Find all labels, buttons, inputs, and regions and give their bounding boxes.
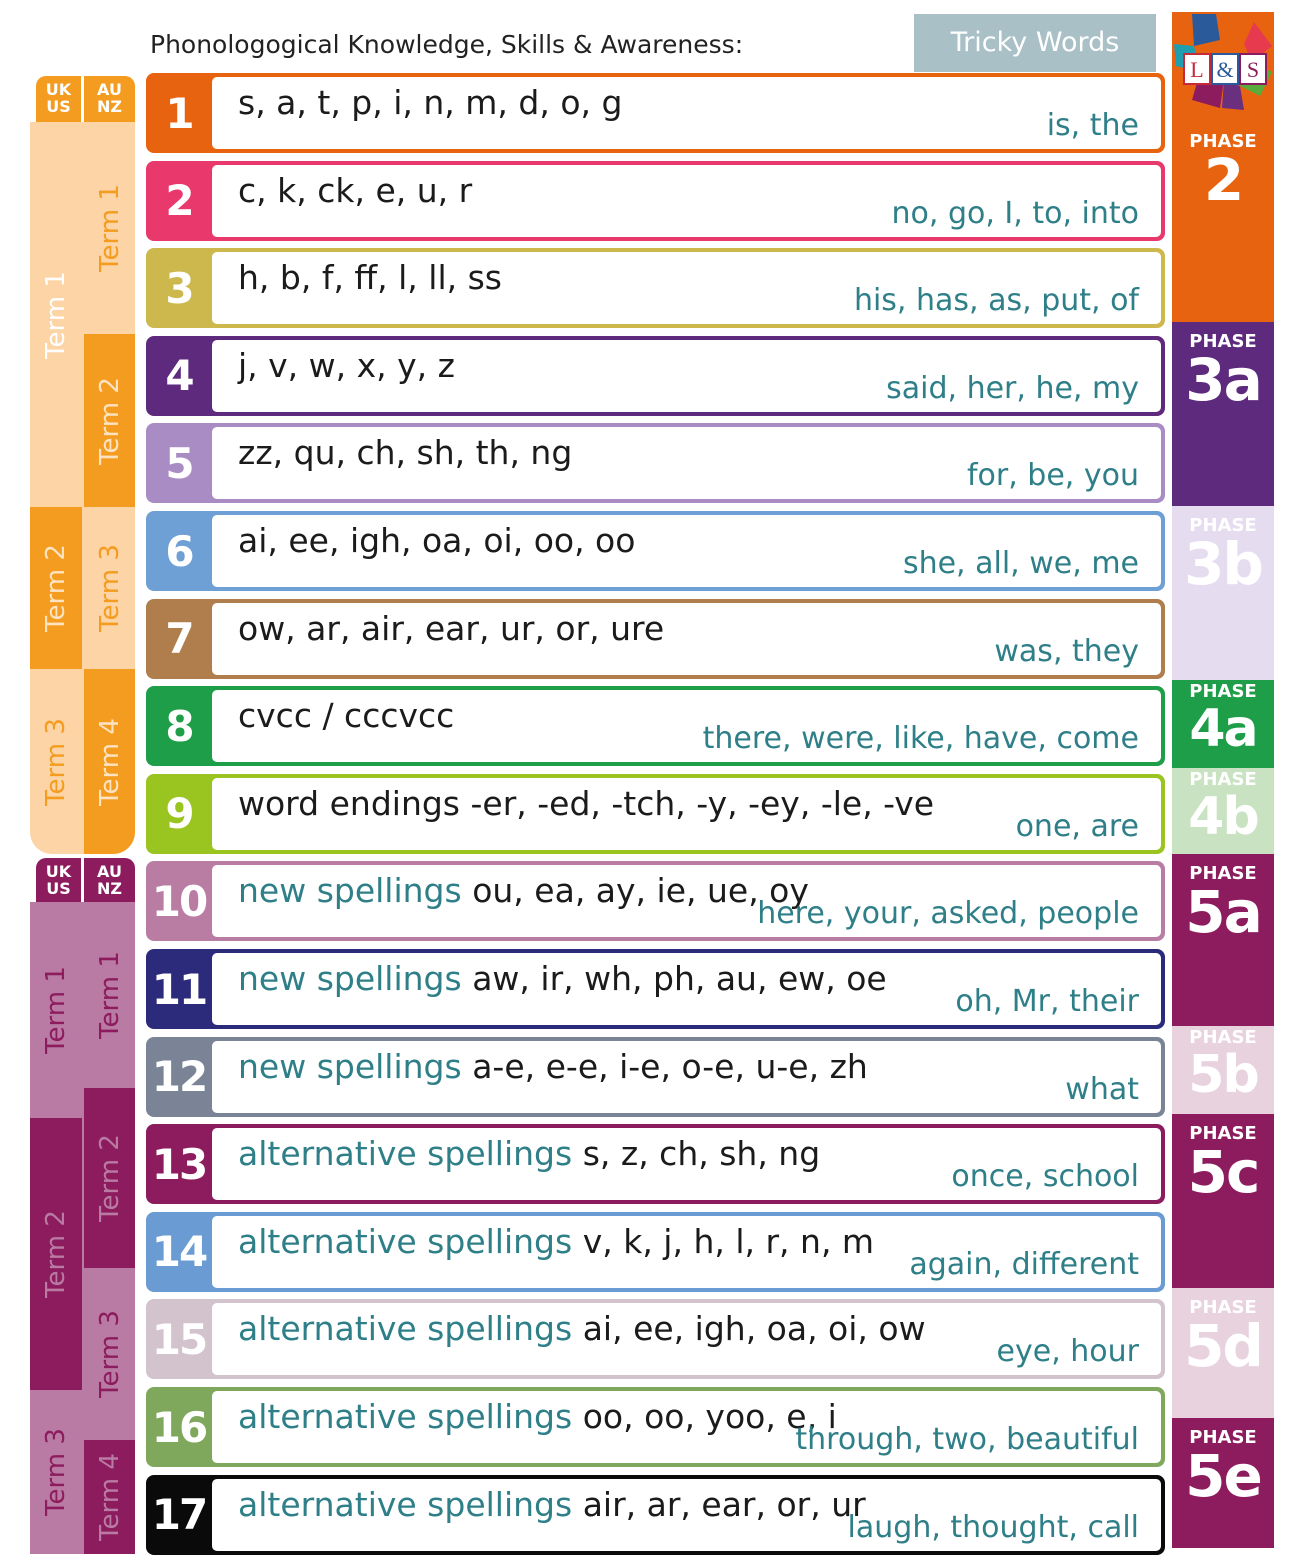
row-sounds <box>238 1485 866 1524</box>
row-tricky-words: she, all, we, me <box>902 546 1139 581</box>
row-content <box>212 252 1161 324</box>
phonics-row <box>146 423 1165 503</box>
row-graphemes: ai, ee, igh, oa, oi, ow <box>582 1309 926 1349</box>
phonics-row <box>146 1475 1165 1555</box>
phonics-row <box>146 861 1165 941</box>
row-number: 1 <box>165 88 193 138</box>
row-tricky-words: one, are <box>1015 808 1139 844</box>
au-term-4: Term 4 <box>84 669 135 854</box>
row-tricky-words: once, school <box>951 1159 1139 1195</box>
row-sounds <box>238 1309 926 1348</box>
row-graphemes: zz, qu, ch, sh, th, ng <box>238 433 573 473</box>
row-content <box>212 603 1161 675</box>
row-number: 15 <box>151 1314 207 1364</box>
uk-term-1: Term 1 <box>41 270 72 359</box>
row-tricky-words: was, they <box>994 633 1139 669</box>
row-number: 13 <box>151 1139 207 1189</box>
row-graphemes: s, a, t, p, i, n, m, d, o, g <box>238 83 623 122</box>
row-prefix: new spellings <box>238 959 462 998</box>
phase-3b <box>1172 506 1274 680</box>
ls-logo <box>1164 10 1282 122</box>
logo-letter-l: L <box>1190 57 1204 82</box>
row-prefix: alternative spellings <box>238 1484 573 1524</box>
row-graphemes: c, k, ck, e, u, r <box>238 170 473 210</box>
phase-label: PHASE <box>1189 1027 1257 1048</box>
phase-number: 3b <box>1184 530 1262 598</box>
row-number: 4 <box>165 351 193 401</box>
row-graphemes: ou, ea, ay, ie, ue, oy <box>472 871 809 911</box>
row-tricky-words: what <box>1065 1071 1139 1107</box>
row-graphemes: h, b, f, ff, l, ll, ss <box>238 258 502 298</box>
row-number: 11 <box>151 964 207 1014</box>
phonics-row <box>146 73 1165 153</box>
row-sounds <box>238 1134 820 1173</box>
row-tricky-words: here, your, asked, people <box>757 896 1139 932</box>
row-graphemes: oo, oo, yoo, e, i <box>582 1397 837 1436</box>
logo-ampersand: & <box>1216 57 1234 82</box>
row-content <box>212 1216 1161 1288</box>
row-sounds <box>238 433 572 472</box>
phase-4a <box>1172 680 1274 768</box>
uk-term-3: Term 3 <box>41 717 72 806</box>
row-content <box>212 690 1161 762</box>
page-title: Phonologogical Knowledge, Skills & Awareness: <box>150 30 744 59</box>
row-number: 17 <box>151 1490 207 1540</box>
row-graphemes: s, z, ch, sh, ng <box>582 1134 821 1174</box>
uk-term-2-lower: Term 2 <box>30 1118 82 1390</box>
logo-letter-s: S <box>1246 57 1260 82</box>
phase-label: PHASE <box>1189 131 1257 152</box>
row-graphemes: word endings -er, -ed, -tch, -y, -ey, -le, -ve <box>238 783 935 823</box>
row-graphemes: aw, ir, wh, ph, au, ew, oe <box>472 959 887 998</box>
phase-number: 5e <box>1185 1442 1261 1510</box>
row-sounds <box>238 83 622 122</box>
row-tricky-words: is, the <box>1046 108 1139 143</box>
row-sounds <box>238 258 502 297</box>
uk-term-3-lower: Term 3 <box>41 1428 72 1516</box>
phonics-row <box>146 1212 1165 1292</box>
row-content <box>212 1391 1161 1463</box>
phase-label: PHASE <box>1189 863 1257 884</box>
uk-term-2: Term 2 <box>30 507 82 669</box>
row-tricky-words: no, go, I, to, into <box>891 195 1139 231</box>
row-sounds <box>238 1397 837 1436</box>
row-content <box>212 77 1161 149</box>
phase-5b <box>1172 1026 1274 1114</box>
phase-number: 5c <box>1187 1138 1259 1206</box>
phase-label: PHASE <box>1189 1427 1257 1448</box>
row-content <box>212 778 1161 850</box>
phase-number: 4b <box>1188 787 1258 847</box>
phase-number: 5b <box>1188 1045 1258 1105</box>
phase-label: PHASE <box>1189 515 1257 536</box>
phonics-row <box>146 1299 1165 1379</box>
row-number: 5 <box>165 438 193 488</box>
row-number: 6 <box>165 526 193 576</box>
phonics-row <box>146 161 1165 241</box>
phase-5e <box>1172 1418 1274 1548</box>
row-tricky-words: there, were, like, have, come <box>702 721 1139 757</box>
row-content <box>212 953 1161 1025</box>
row-number: 8 <box>165 701 193 751</box>
au-term-3-lower: Term 3 <box>94 1310 125 1398</box>
row-sounds <box>238 171 472 210</box>
row-tricky-words: for, be, you <box>966 458 1139 494</box>
row-graphemes: ow, ar, air, ear, ur, or, ure <box>238 608 665 648</box>
au-term-2-lower: Term 2 <box>84 1088 135 1268</box>
phase-label: PHASE <box>1189 1123 1257 1144</box>
phonics-row <box>146 1124 1165 1204</box>
row-content <box>212 515 1161 587</box>
row-graphemes: cvcc / cccvcc <box>238 696 455 736</box>
row-number: 9 <box>165 789 193 839</box>
au-nz-header: AU NZ <box>84 76 135 122</box>
phase-3a <box>1172 322 1274 506</box>
row-sounds <box>238 1222 874 1261</box>
phase-label: PHASE <box>1189 769 1257 790</box>
row-sounds <box>238 1047 868 1086</box>
row-sounds <box>238 871 809 910</box>
row-number: 10 <box>151 876 207 926</box>
au-term-1: Term 1 <box>94 184 125 272</box>
row-tricky-words: said, her, he, my <box>886 370 1139 406</box>
au-term-1-lower: Term 1 <box>94 951 125 1039</box>
row-graphemes: j, v, w, x, y, z <box>238 345 455 385</box>
row-graphemes: ai, ee, igh, oa, oi, oo, oo <box>238 521 636 560</box>
row-tricky-words: his, has, as, put, of <box>853 283 1139 319</box>
row-content <box>212 1303 1161 1375</box>
phase-label: PHASE <box>1189 1297 1257 1318</box>
row-graphemes: v, k, j, h, l, r, n, m <box>582 1221 875 1261</box>
uk-us-header: UK US <box>36 76 81 122</box>
phase-label: PHASE <box>1189 331 1257 352</box>
row-prefix: alternative spellings <box>238 1309 573 1349</box>
phase-5a <box>1172 854 1274 1026</box>
row-graphemes: air, ar, ear, or, ur <box>582 1484 866 1524</box>
phonics-row <box>146 511 1165 591</box>
phase-5d <box>1172 1288 1274 1418</box>
row-content <box>212 865 1161 937</box>
phase-number: 4a <box>1189 699 1257 759</box>
phonics-row <box>146 949 1165 1029</box>
row-sounds <box>238 346 455 385</box>
phonics-row <box>146 774 1165 854</box>
row-sounds <box>238 609 664 648</box>
phase-5c <box>1172 1114 1274 1288</box>
row-content <box>212 1041 1161 1113</box>
row-number: 7 <box>165 614 193 664</box>
row-prefix: alternative spellings <box>238 1221 573 1261</box>
row-number: 3 <box>165 263 193 313</box>
phonics-row <box>146 686 1165 766</box>
row-number: 2 <box>165 176 193 226</box>
row-sounds <box>238 959 887 998</box>
phase-number: 5d <box>1184 1312 1262 1380</box>
au-term-2: Term 2 <box>84 334 135 507</box>
uk-us-header-lower: UK US <box>36 858 81 902</box>
row-prefix: alternative spellings <box>238 1134 573 1174</box>
row-prefix: new spellings <box>238 871 462 911</box>
phase-label: PHASE <box>1189 681 1257 702</box>
row-content <box>212 427 1161 499</box>
row-prefix: alternative spellings <box>238 1397 573 1436</box>
phonics-row <box>146 1037 1165 1117</box>
phonics-row <box>146 248 1165 328</box>
au-term-4-lower: Term 4 <box>84 1440 135 1554</box>
row-tricky-words: eye, hour <box>996 1334 1139 1370</box>
row-content <box>212 1479 1161 1551</box>
row-sounds <box>238 521 635 560</box>
row-tricky-words: again, different <box>909 1246 1139 1282</box>
row-prefix: new spellings <box>238 1046 462 1086</box>
phase-4b <box>1172 768 1274 854</box>
phonics-row <box>146 599 1165 679</box>
row-content <box>212 165 1161 237</box>
phase-number: 5a <box>1185 878 1261 946</box>
row-tricky-words: through, two, beautiful <box>795 1422 1139 1457</box>
row-number: 12 <box>151 1052 207 1102</box>
au-term-3: Term 3 <box>94 544 125 632</box>
row-graphemes: a-e, e-e, i-e, o-e, u-e, zh <box>472 1046 868 1086</box>
phonics-row <box>146 336 1165 416</box>
row-content <box>212 340 1161 412</box>
row-content <box>212 1128 1161 1200</box>
phase-number: 3a <box>1185 346 1261 414</box>
row-tricky-words: oh, Mr, their <box>955 984 1139 1019</box>
tricky-words-header: Tricky Words <box>914 14 1156 72</box>
row-sounds <box>238 696 454 735</box>
uk-term-1-lower: Term 1 <box>41 966 72 1054</box>
au-nz-header-lower: AU NZ <box>84 858 135 902</box>
phonics-row <box>146 1387 1165 1467</box>
row-number: 14 <box>151 1227 207 1277</box>
row-tricky-words: laugh, thought, call <box>847 1509 1139 1545</box>
row-sounds <box>238 784 934 823</box>
phase-number: 2 <box>1203 146 1243 214</box>
row-number: 16 <box>151 1402 207 1452</box>
